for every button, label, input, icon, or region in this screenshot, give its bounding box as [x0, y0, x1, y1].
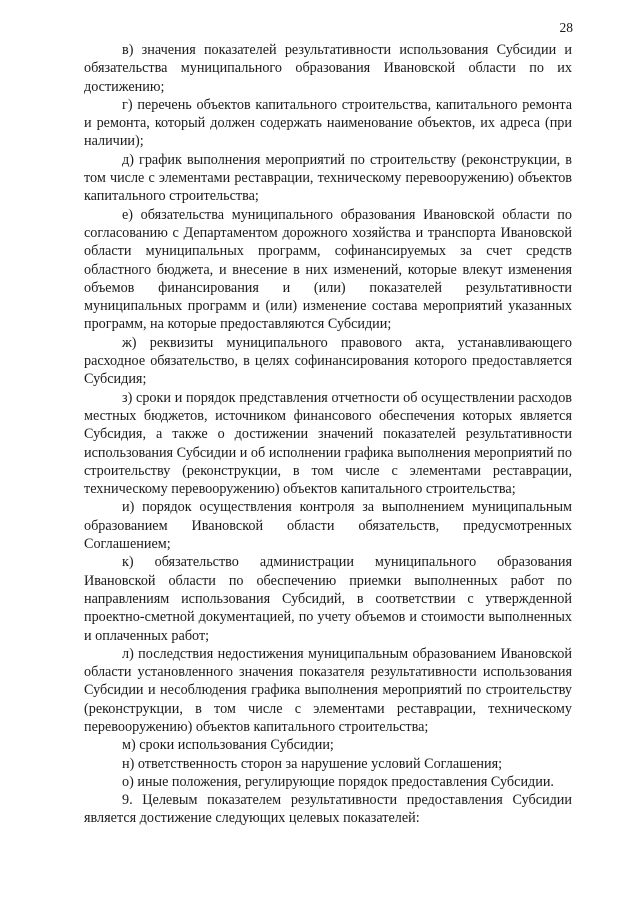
- paragraph-e: е) обязательства муниципального образования Ивановской области по согласованию с Департаментом дорожного хозяйства и транспорта Ивановской области муниципальных программ, софинансируемых за счет средств областного бюджета, и внесение в них изменений, которые влекут изменения объемов финансирования и (или) показателей результативности муниципальных программ и (или) изменение состава мероприятий указанных программ, на которые предоставляются Субсидии;: [84, 206, 572, 333]
- paragraph-n: н) ответственность сторон за нарушение условий Соглашения;: [122, 755, 503, 772]
- paragraph-l: л) последствия недостижения муниципальным образованием Ивановской области установленного значения показателя результативности использования Субсидии и несоблюдения графика выполнения мероприятий по строительству (реконструкции, в том числе с элементами реставрации, техническому перевооружению) объектов капитального строительства;: [84, 645, 572, 735]
- paragraph-v: в) значения показателей результативности использования Субсидии и обязательства муниципального образования Ивановской области по их достижению;: [84, 42, 572, 95]
- paragraph-z: з) сроки и порядок представления отчетности об осуществлении расходов местных бюджетов, источником финансового обеспечения которых является Субсидия, а также о достижении значений показателей результативности использования Субсидии и об исполнении графика выполнения мероприятий по строительству (реконструкции, в том числе с элементами реставрации, техническому перевооружению) объектов капитального строительства;: [84, 389, 572, 498]
- paragraph-zh: ж) реквизиты муниципального правового акта, устанавливающего расходное обязательство, в целях софинансирования которого предоставляется Субсидия;: [84, 334, 572, 388]
- paragraph-m: м) сроки использования Субсидии;: [122, 737, 334, 754]
- page-number: 28: [559, 20, 573, 35]
- paragraph-o: о) иные положения, регулирующие порядок предоставления Субсидии.: [122, 773, 554, 790]
- paragraph-k: к) обязательство администрации муниципального образования Ивановской области по обеспечению приемки выполненных работ по направлениям использования Субсидий, в соответствии с утвержденной проектно-сметной документацией, по учету объемов и стоимости выполненных и оплаченных работ;: [84, 554, 572, 644]
- paragraph-d: д) график выполнения мероприятий по строительству (реконструкции, в том числе с элементами реставрации, техническому перевооружению) объектов капитального строительства;: [84, 151, 572, 205]
- paragraph-i: и) порядок осуществления контроля за выполнением муниципальным образованием Ивановской области обязательств, предусмотренных Соглашением;: [84, 499, 572, 553]
- document-body: [84, 41, 572, 828]
- paragraph-g: г) перечень объектов капитального строительства, капитального ремонта и ремонта, который должен содержать наименование объектов, их адреса (при наличии);: [84, 96, 572, 150]
- paragraph-9: 9. Целевым показателем результативности предоставления Субсидии является достижение следующих целевых показателей:: [84, 792, 572, 827]
